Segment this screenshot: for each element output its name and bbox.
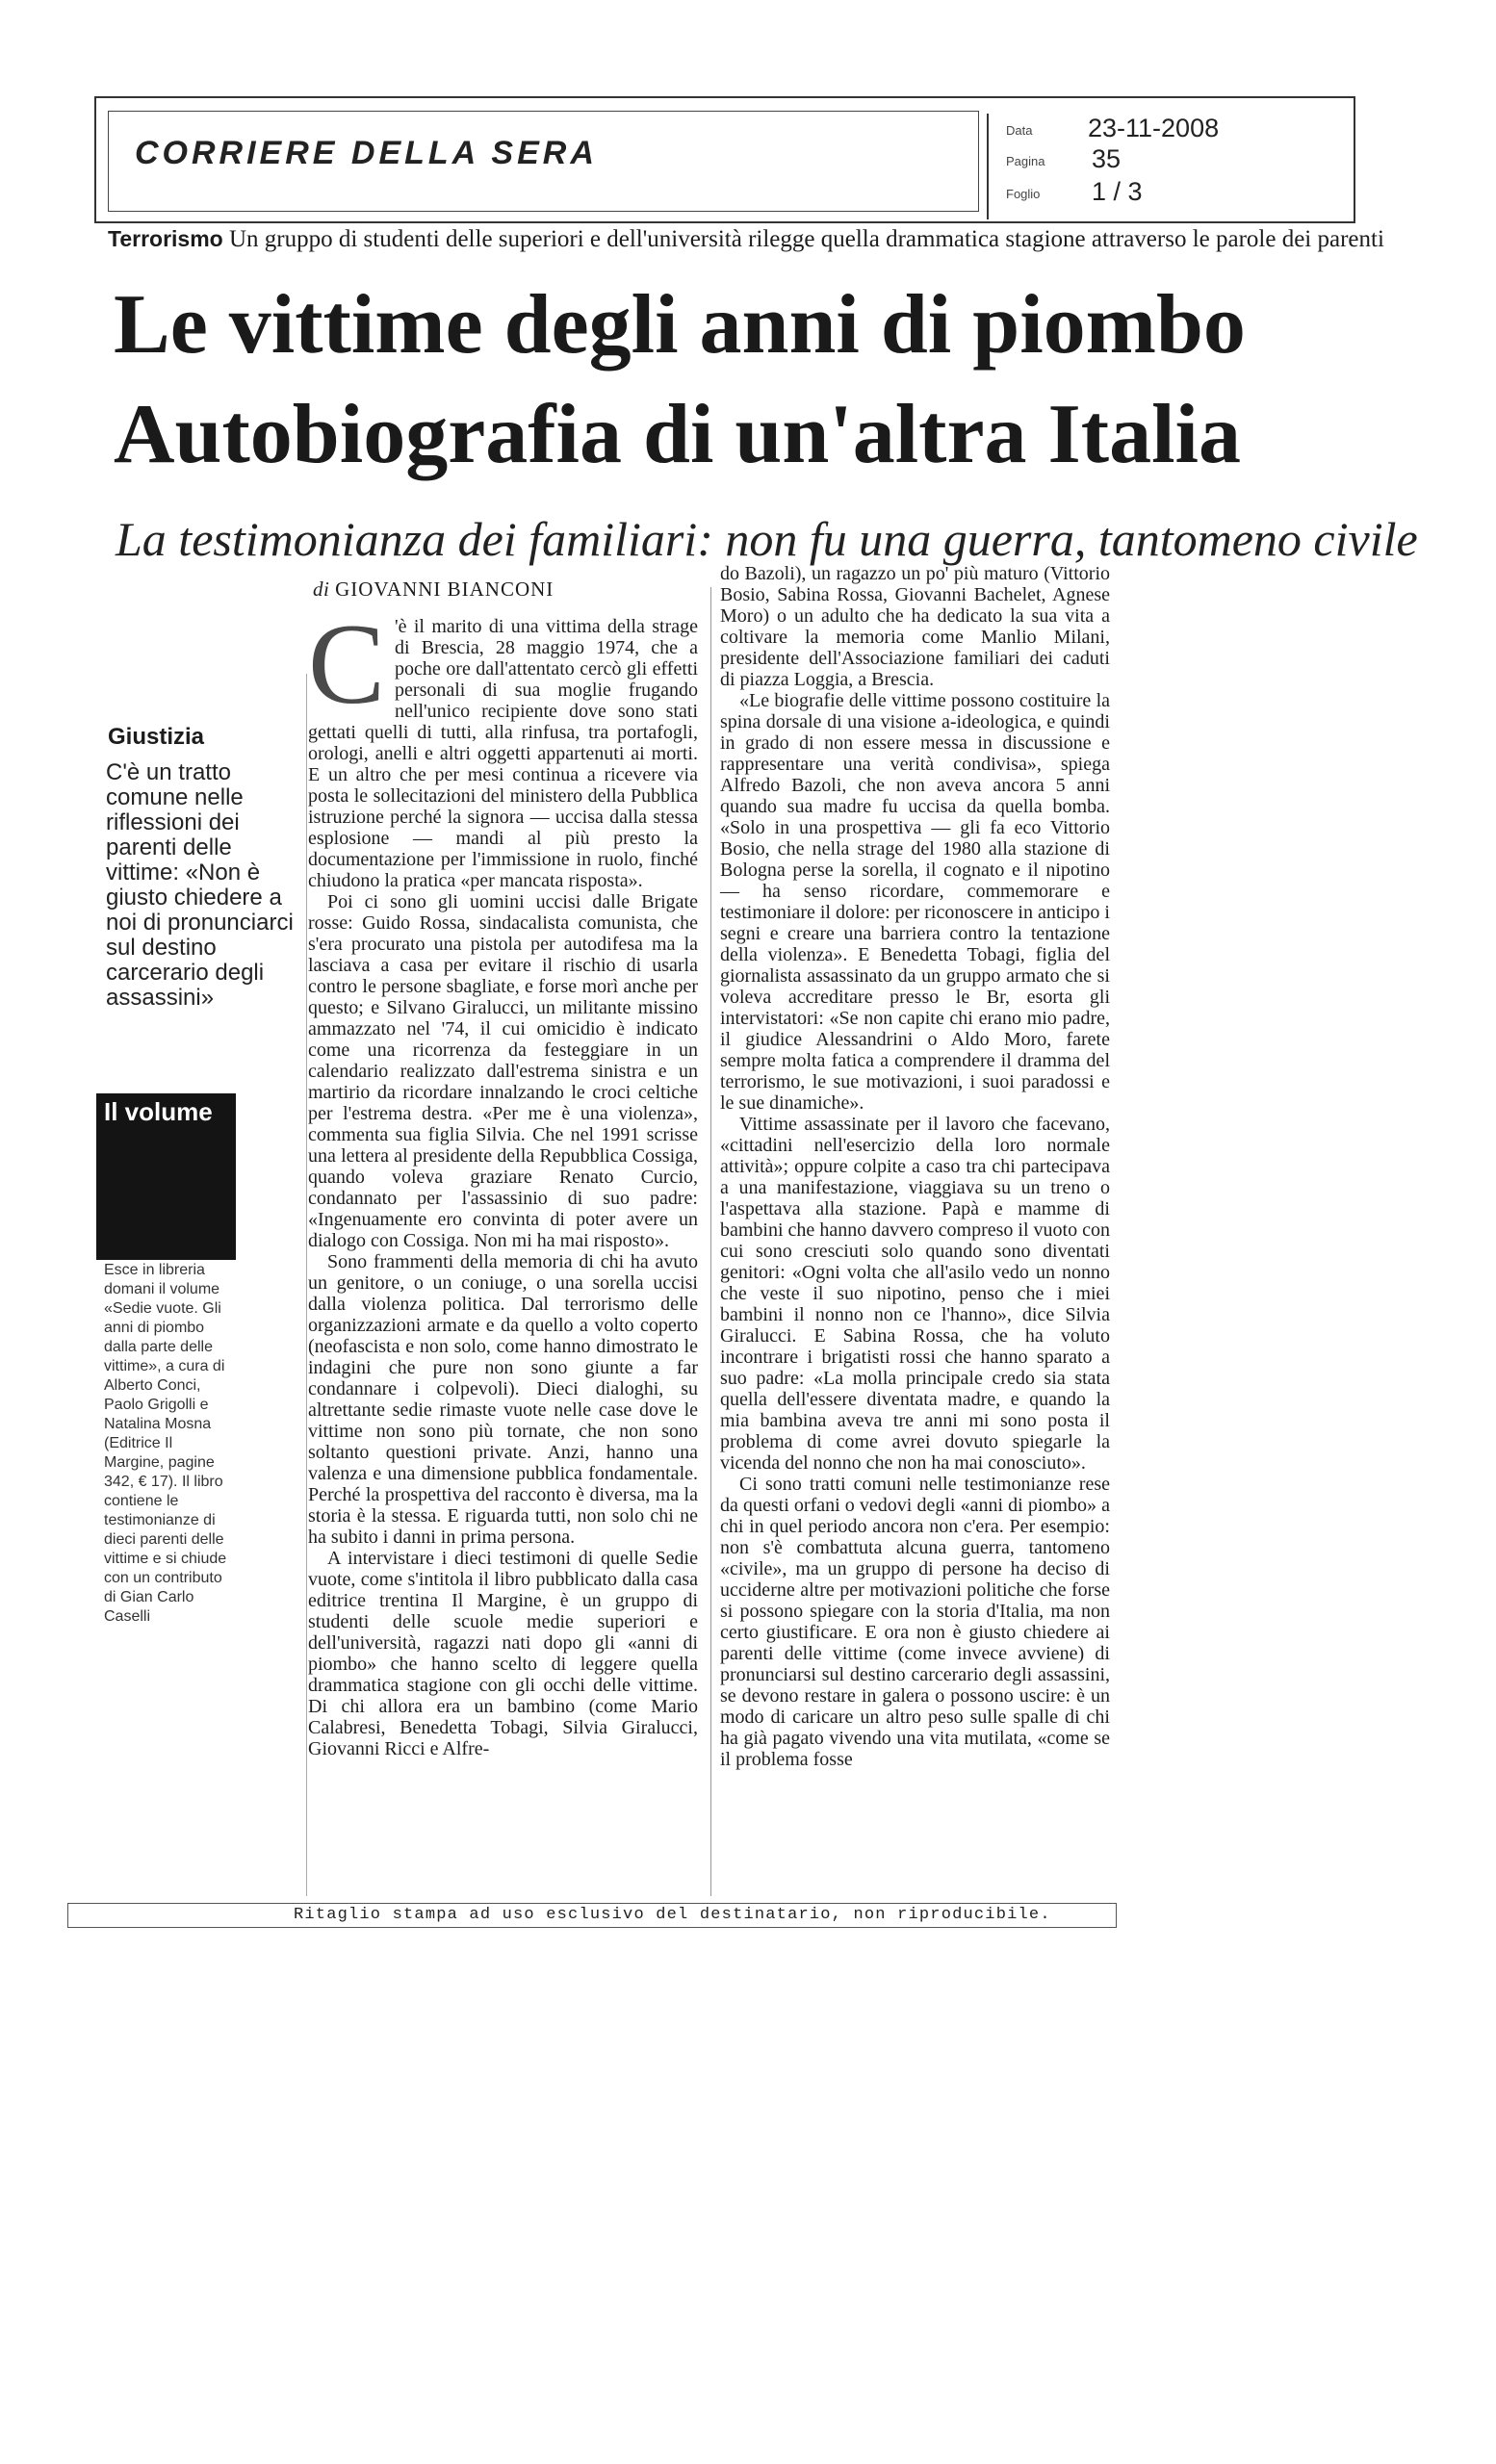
- article-paragraph: Poi ci sono gli uomini uccisi dalle Brigate rosse: Guido Rossa, sindacalista comunista, che s'era procurato una pistola per autodifesa ma la lasciava a casa per evitare il rischio di usarla contro le persone sbagliate, e forse morì anche per questo; e Silvano Giralucci, un militante missino ammazzato nel '74, il cui omicidio è indicato come una ricorrenza da festeggiare in un calendario realizzato dall'estrema sinistra e un martirio da ricordare innalzando le croci celtiche per l'estrema destra. «Per me è una violenza», commenta sua figlia Silvia. Che nel 1991 scrisse una lettera al presidente della Repubblica Cossiga, quando voleva graziare Renato Curcio, condannato per l'assassinio di suo padre: «Ingenuamente ero convinta di poter avere un dialogo con Cossiga. Non mi ha mai risposto».: [308, 891, 698, 1251]
- kicker-topic: Terrorismo: [108, 226, 223, 251]
- kicker: [108, 223, 1384, 255]
- kicker-text: Un gruppo di studenti delle superiori e dell'università rilegge quella drammatica stagione attraverso le parole dei parenti: [228, 226, 1384, 252]
- masthead: CORRIERE DELLA SERA: [135, 135, 598, 171]
- headline-line-1: Le vittime degli anni di piombo: [114, 278, 1246, 372]
- article-paragraph: Vittime assassinate per il lavoro che facevano, «cittadini nell'esercizio della loro normale attività»; oppure colpite a caso tra chi partecipava a una manifestazione, viaggiava su un treno o l'aspettava alla stazione. Papà e mamme di bambini che hanno davvero compreso il vuoto con cui sono cresciuti solo quando sono diventati genitori: «Ogni volta che all'asilo vedo un nonno che veste il suo nipotino, penso che i miei bambini il nonno non ce l'hanno», dice Silvia Giralucci. E Sabina Rossa, che ha voluto incontrare i brigatisti rossi che hanno sparato a suo padre: «La molla principale credo sia stata quella dell'essere diventata madre, e quando la mia bambina aveva tre anni mi sono posta il problema di come avrei dovuto spiegarle la vicenda del nonno che non ha mai conosciuto».: [720, 1114, 1110, 1474]
- article-paragraph: «Le biografie delle vittime possono costituire la spina dorsale di una visione a-ideologica, e quindi in grado di non essere messa in discussione e rappresentare una verità condivisa», spiega Alfredo Bazoli, che non aveva ancora 5 anni quando sua madre fu uccisa da quella bomba. «Solo in una prospettiva — gli fa eco Vittorio Bosio, che nella strage del 1980 alla stazione di Bologna perse la sorella, il cognato e il nipotino — ha senso ricordare, commemorare e testimoniare il dolore: per riconoscere in anticipo i segni e creare una barriera contro la tentazione della violenza». E Benedetta Tobagi, figlia del giornalista assassinato da un gruppo armato che si voleva accreditare presso le Br, esorta gli intervistatori: «Se non capite chi erano mio padre, il giudice Alessandrini o Aldo Moro, farete sempre molta fatica a comprendere il dramma del terrorismo, le sue motivazioni, i suoi paradossi e le sue dinamiche».: [720, 690, 1110, 1114]
- article-column-1: [308, 600, 698, 1759]
- article-paragraph: C 'è il marito di una vittima della strage di Brescia, 28 maggio 1974, che a poche ore dall'attentato cercò gli effetti personali di sua moglie frugando nell'unico recipiente dove sono stati gettati quelli di tutti, alla rinfusa, tra portafogli, orologi, anelli e altri oggetti appartenuti ai morti. E un altro che per mesi continua a ricevere via posta le sollecitazioni del ministero della Pubblica istruzione perché la signora — uccisa dalla stessa esplosione — mandi al più presto la documentazione per l'immissione in ruolo, finché chiudono la pratica «per mancata risposta».: [308, 600, 698, 891]
- drop-cap: C: [308, 600, 386, 728]
- volume-label: Il volume: [104, 1097, 213, 1126]
- article-paragraph: do Bazoli), un ragazzo un po' più maturo (Vittorio Bosio, Sabina Rossa, Giovanni Bachelet, Agnese Moro) o un adulto che ha dedicato la sua vita a coltivare la memoria come Manlio Milani, presidente dell'Associazione familiari dei caduti di piazza Loggia, a Brescia.: [720, 563, 1110, 690]
- date-label: Data: [1006, 123, 1033, 138]
- sidebar-quote: C'è un tratto comune nelle riflessioni dei parenti delle vittime: «Non è giusto chiedere a noi di pronunciarci sul destino carcerario degli assassini»: [106, 759, 294, 1011]
- page-label: Pagina: [1006, 154, 1045, 168]
- date-value: 23-11-2008: [1088, 114, 1220, 142]
- volume-description: Esce in libreria domani il volume «Sedie vuote. Gli anni di piombo dalla parte delle vittime», a cura di Alberto Conci, Paolo Grigolli e Natalina Mosna (Editrice Il Margine, pagine 342, € 17). Il libro contiene le testimonianze di dieci parenti delle vittime e si chiude con un contributo di Gian Carlo Caselli: [104, 1262, 227, 1625]
- volume-text: [104, 1261, 234, 1627]
- headline-line-2: Autobiografia di un'altra Italia: [114, 388, 1241, 481]
- byline-prefix: di: [313, 578, 330, 601]
- sidebar-title: Giustizia: [108, 724, 205, 750]
- page-value: 35: [1092, 144, 1122, 173]
- article-paragraph: A intervistare i dieci testimoni di quelle Sedie vuote, come s'intitola il libro pubblicato dalla casa editrice trentina Il Margine, è un gruppo di studenti delle scuole medie superiori e dell'università, ragazzi nati dopo gli «anni di piombo» che hanno scelto di leggere quella drammatica stagione con gli occhi delle vittime. Di chi allora era un bambino (come Mario Calabresi, Benedetta Tobagi, Silvia Giralucci, Giovanni Ricci e Alfre-: [308, 1548, 698, 1759]
- footer-notice: Ritaglio stampa ad uso esclusivo del destinatario, non riproducibile.: [294, 1906, 1051, 1924]
- sheet-label: Foglio: [1006, 187, 1041, 201]
- column-rule: [710, 587, 711, 1896]
- header-divider: [987, 114, 989, 219]
- byline: [313, 578, 554, 602]
- article-paragraph: Ci sono tratti comuni nelle testimonianze rese da questi orfani o vedovi degli «anni di piombo» a chi in quel periodo ancora non c'era. Per esempio: non s'è combattuta alcuna guerra, tantomeno «civile», ma un gruppo di persone ha deciso di ucciderne altre per motivazioni politiche che forse si possono spiegare con la storia d'Italia, ma non certo giustificare. E ora non è giusto chiedere ai parenti delle vittime (come invece avviene) di pronunciarsi sul destino carcerario degli assassini, se devono restare in galera o possono uscire: è un modo di caricare un altro peso sulle spalle di chi ha già pagato vivendo una vita mutilata, «come se il problema fosse: [720, 1474, 1110, 1770]
- article-paragraph: Sono frammenti della memoria di chi ha avuto un genitore, o un coniuge, o una sorella uccisi dalla violenza politica. Dal terrorismo delle organizzazioni armate e da quello a volto coperto (neofascista e non solo, come hanno dimostrato le indagini che pure non sono giunte a far condannare i colpevoli). Dieci dialoghi, su altrettante sedie rimaste vuote nelle case dove le vittime non sono più tornate, che non sono soltanto questioni private. Anzi, hanno una valenza e una dimensione pubblica fondamentale. Perché la prospettiva del racconto è diversa, ma la storia è la stessa. E riguarda tutti, non solo chi ne ha subito i danni in prima persona.: [308, 1251, 698, 1548]
- byline-author: GIOVANNI BIANCONI: [335, 578, 555, 601]
- subheadline: La testimonianza dei familiari: non fu una guerra, tantomeno civile: [116, 512, 1418, 566]
- sheet-value: 1 / 3: [1092, 177, 1143, 206]
- article-column-2: [720, 563, 1110, 1770]
